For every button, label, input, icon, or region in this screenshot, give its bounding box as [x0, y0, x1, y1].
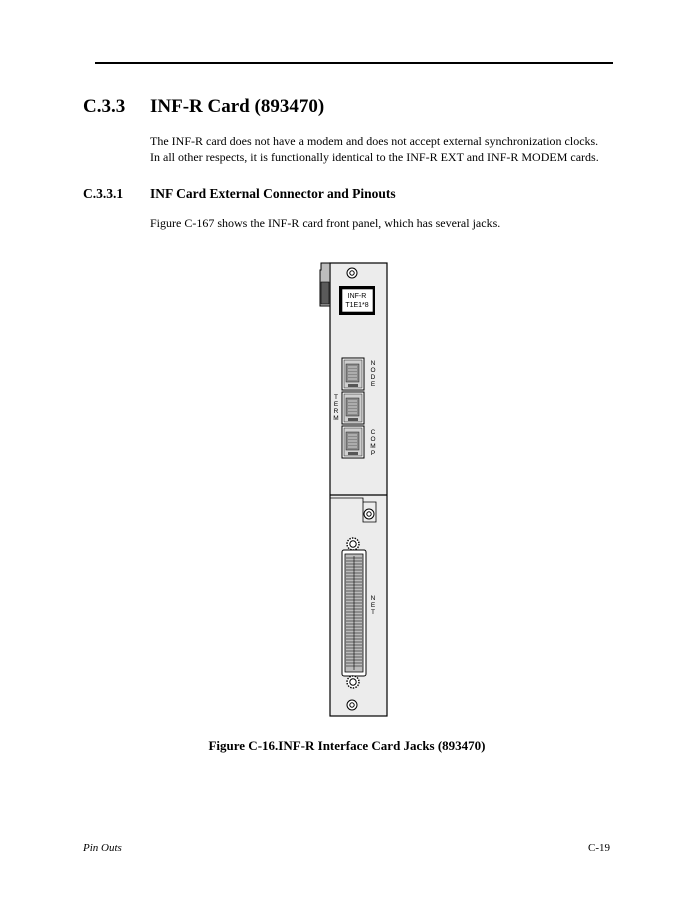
term-label: T E R M: [333, 394, 339, 422]
comp-label: C O M P: [370, 429, 376, 457]
footer-page-number: C-19: [588, 842, 610, 854]
section-number: C.3.3: [83, 96, 126, 117]
section-title: INF-R Card (893470): [150, 96, 325, 117]
figure-caption: Figure C-16.INF-R Interface Card Jacks (893470): [208, 738, 486, 753]
intro-line-1: The INF-R card does not have a modem and does not accept external synchronization clocks.: [150, 134, 599, 148]
subsection-heading: [83, 186, 396, 202]
intro-line-2: In all other respects, it is functionally identical to the INF-R EXT and INF-R MODEM cards.: [150, 150, 599, 164]
subsection-title: INF Card External Connector and Pinouts: [150, 186, 396, 201]
comp-jack: [342, 426, 364, 458]
net-label: N E T: [370, 595, 376, 616]
card-label-line2: T1E1*8: [345, 302, 369, 309]
node-label: N O D E: [370, 360, 376, 388]
card-label-line1: INF-R: [347, 293, 367, 300]
footer-chapter: Pin Outs: [83, 842, 122, 854]
subsection-number: C.3.3.1: [83, 186, 124, 201]
header-rule: [95, 62, 613, 64]
node-jack: [342, 358, 364, 390]
card-front-panel: [318, 262, 388, 718]
figure-reference: Figure C-167 shows the INF-R card front panel, which has several jacks.: [150, 216, 501, 230]
term-jack: [342, 392, 364, 424]
card-figure: [318, 262, 388, 718]
section-heading: [83, 96, 324, 118]
